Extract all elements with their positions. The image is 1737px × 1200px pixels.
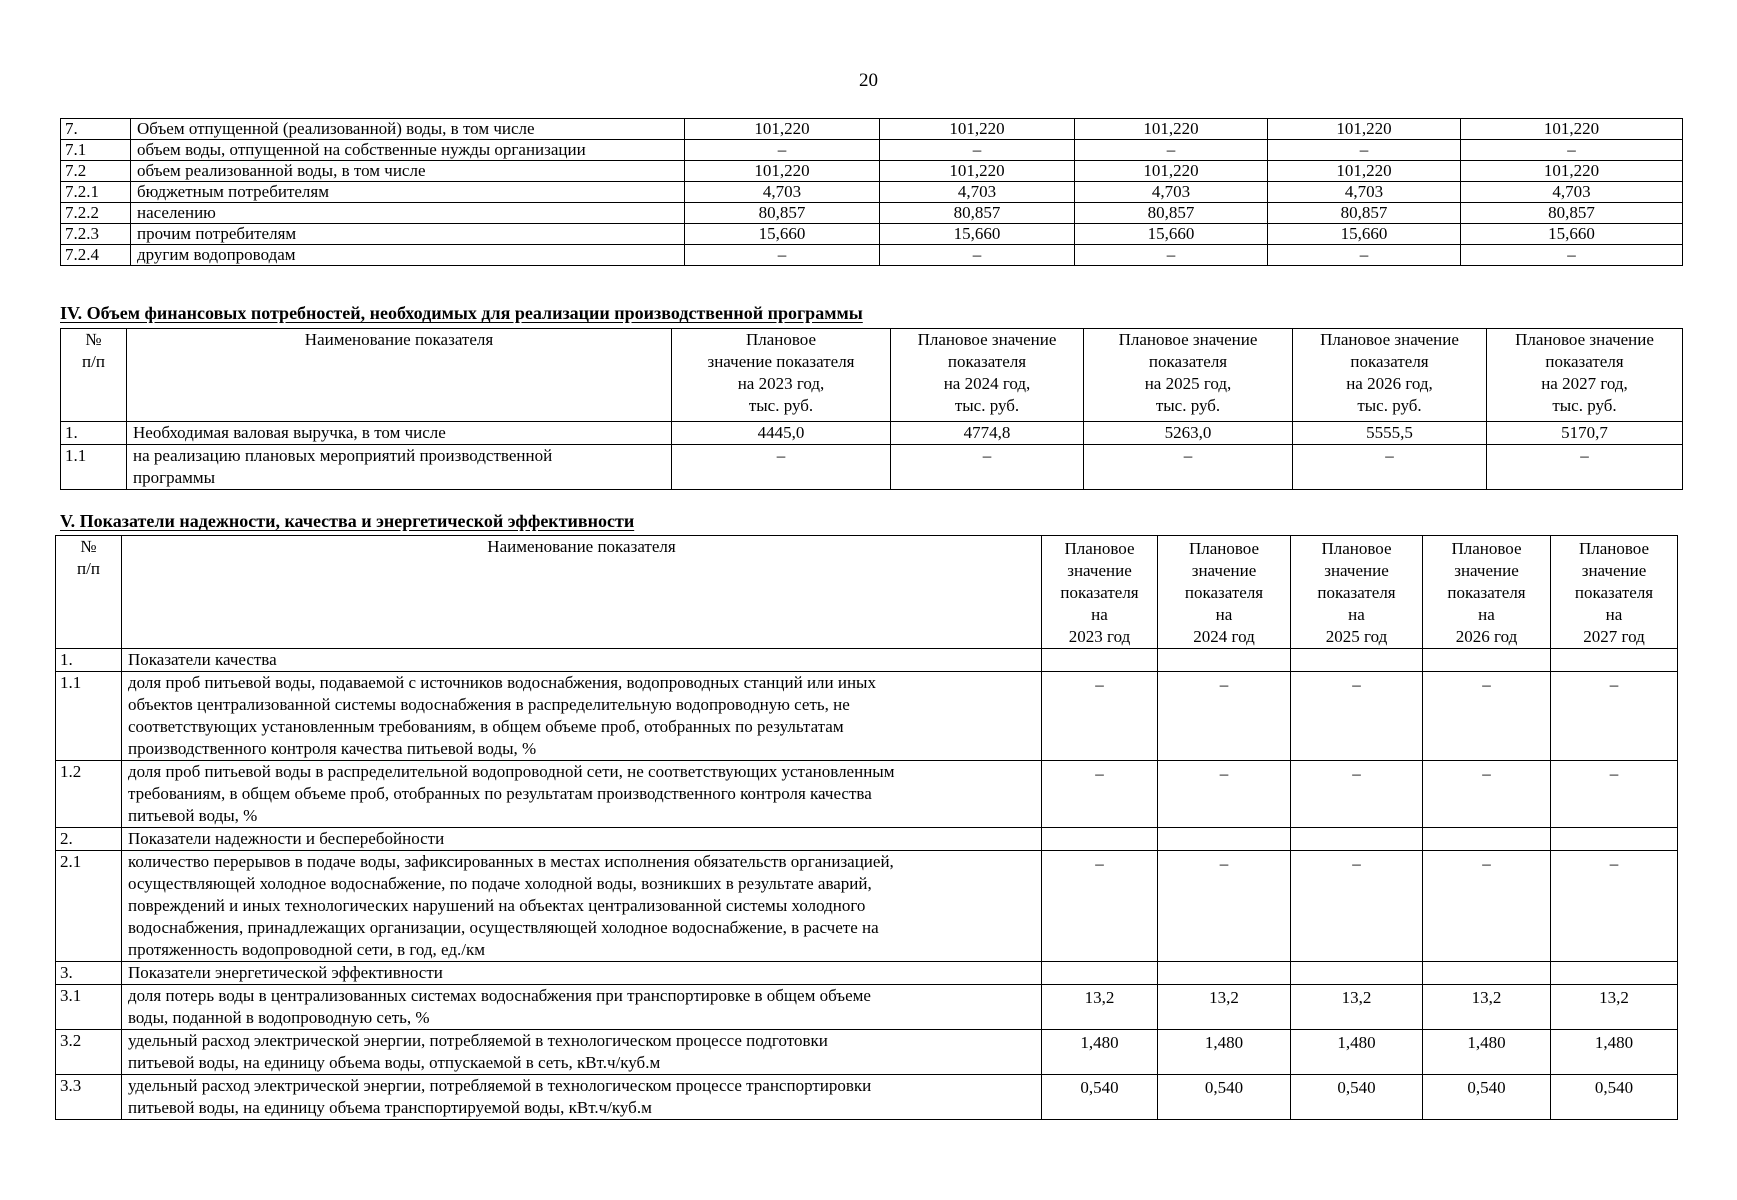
section-5-title: V. Показатели надежности, качества и энергетической эффективности	[60, 511, 635, 531]
row-number: 7.1	[61, 140, 131, 161]
row-value: 0,540	[1158, 1075, 1291, 1120]
row-value: –	[1042, 672, 1158, 761]
row-name: населению	[131, 203, 685, 224]
row-name-line: питьевой воды, на единицу объема воды, отпускаемой в сеть, кВт.ч/куб.м	[128, 1053, 661, 1072]
row-value: 80,857	[880, 203, 1075, 224]
row-number: 7.2.2	[61, 203, 131, 224]
row-value: –	[891, 445, 1084, 490]
header-line: на	[1091, 605, 1108, 624]
row-value: –	[880, 140, 1075, 161]
header-num-line: №	[85, 330, 102, 349]
row-value	[1158, 828, 1291, 851]
row-value	[1291, 649, 1423, 672]
header-line: на 2026 год,	[1346, 374, 1433, 393]
row-name	[122, 1075, 1042, 1120]
row-value: –	[1551, 672, 1678, 761]
row-value	[1423, 962, 1551, 985]
row-value: –	[1293, 445, 1487, 490]
table-row	[61, 119, 1683, 140]
header-line: Плановое	[1578, 539, 1650, 558]
row-value: 15,660	[880, 224, 1075, 245]
row-number: 3.	[56, 962, 122, 985]
header-line: Плановое значение	[1118, 330, 1258, 349]
row-value: 0,540	[1551, 1075, 1678, 1120]
row-value	[1423, 649, 1551, 672]
table-header-row	[56, 536, 1678, 649]
page-number: 20	[859, 70, 878, 91]
header-line: 2024 год	[1193, 627, 1255, 646]
row-value: 101,220	[685, 119, 880, 140]
table-row	[56, 962, 1678, 985]
header-line: Плановое значение	[1320, 330, 1459, 349]
row-name-line: водоснабжения, принадлежащих организации, осуществляющей холодное водоснабжение, в расчете на	[128, 918, 879, 937]
header-line: на 2024 год,	[943, 374, 1031, 393]
row-name-line: производственного контроля качества питьевой воды, %	[128, 739, 537, 758]
row-value: –	[1158, 851, 1291, 962]
row-number: 2.1	[56, 851, 122, 962]
row-value: 101,220	[1268, 161, 1461, 182]
header-num-line: п/п	[77, 559, 100, 578]
row-number: 7.2.1	[61, 182, 131, 203]
row-value: 5170,7	[1487, 422, 1683, 445]
header-num	[61, 329, 127, 422]
row-name-line: протяженность водопроводной сети, в год, ед./км	[128, 940, 486, 959]
row-value: 5263,0	[1084, 422, 1293, 445]
table-row	[61, 182, 1683, 203]
table-row	[56, 649, 1678, 672]
row-value: 15,660	[1075, 224, 1268, 245]
header-col-2024	[891, 329, 1084, 422]
row-value: –	[1551, 761, 1678, 828]
row-value: 1,480	[1291, 1030, 1423, 1075]
header-line: Плановое	[1451, 539, 1522, 558]
header-line: показателя	[1545, 352, 1624, 371]
header-line: 2025 год	[1325, 627, 1388, 646]
header-line: Плановое значение	[1515, 330, 1654, 349]
table-row	[56, 1075, 1678, 1120]
row-value: 0,540	[1291, 1075, 1423, 1120]
row-name-line: Показатели энергетической эффективности	[128, 963, 443, 982]
row-value	[1551, 649, 1678, 672]
row-value: 101,220	[880, 161, 1075, 182]
row-number: 7.2.4	[61, 245, 131, 266]
header-line: Плановое	[745, 330, 817, 349]
row-value: –	[1084, 445, 1293, 490]
table-row	[56, 761, 1678, 828]
row-name-line: на реализацию плановых мероприятий производственной	[133, 446, 553, 465]
row-value: –	[1042, 851, 1158, 962]
row-name-line: питьевой воды, на единицу объема транспортируемой воды, кВт.ч/куб.м	[128, 1098, 652, 1117]
row-value: –	[672, 445, 891, 490]
row-value: 4,703	[880, 182, 1075, 203]
row-value	[1158, 649, 1291, 672]
row-value: 4445,0	[672, 422, 891, 445]
row-value: –	[1423, 761, 1551, 828]
row-name: другим водопроводам	[131, 245, 685, 266]
header-line: показателя	[1350, 352, 1429, 371]
row-name: прочим потребителям	[131, 224, 685, 245]
row-name: бюджетным потребителям	[131, 182, 685, 203]
row-value: 101,220	[685, 161, 880, 182]
row-value: –	[1268, 140, 1461, 161]
row-value: 1,480	[1551, 1030, 1678, 1075]
row-name-line: количество перерывов в подаче воды, зафиксированных в местах исполнения обязательств организацией,	[128, 852, 894, 871]
header-line: Плановое	[1188, 539, 1260, 558]
row-value: 101,220	[1075, 161, 1268, 182]
row-value: 5555,5	[1293, 422, 1487, 445]
header-line: тыс. руб.	[1155, 396, 1221, 415]
row-value	[1042, 962, 1158, 985]
row-value	[1042, 828, 1158, 851]
table-row	[61, 161, 1683, 182]
row-value: 13,2	[1291, 985, 1423, 1030]
row-value: 4,703	[1461, 182, 1683, 203]
row-name-line: удельный расход электрической энергии, потребляемой в технологическом процессе подготовки	[128, 1031, 828, 1050]
header-line: Плановое	[1064, 539, 1135, 558]
row-value: 15,660	[1461, 224, 1683, 245]
header-line: показателя	[1184, 583, 1264, 602]
header-line: тыс. руб.	[954, 396, 1020, 415]
row-value: 1,480	[1423, 1030, 1551, 1075]
row-value: 101,220	[1268, 119, 1461, 140]
header-name: Наименование показателя	[127, 329, 672, 422]
header-line: показателя	[1447, 583, 1526, 602]
row-name-line: соответствующих установленным требованиям, в общем объеме проб, отобранных по результатам	[128, 717, 844, 736]
row-name-line: Показатели надежности и бесперебойности	[128, 829, 445, 848]
row-value: 15,660	[685, 224, 880, 245]
row-value: 4,703	[1268, 182, 1461, 203]
header-col-2023	[1042, 536, 1158, 649]
table-row	[56, 985, 1678, 1030]
table-row	[56, 828, 1678, 851]
row-number: 1.	[61, 422, 127, 445]
header-line: показателя	[1060, 583, 1139, 602]
header-col-2027	[1487, 329, 1683, 422]
row-value: 80,857	[1268, 203, 1461, 224]
row-number: 7.	[61, 119, 131, 140]
row-value: 101,220	[1461, 119, 1683, 140]
row-name	[122, 761, 1042, 828]
row-number: 7.2	[61, 161, 131, 182]
row-value: –	[1291, 672, 1423, 761]
row-name	[122, 851, 1042, 962]
header-line: показателя	[947, 352, 1027, 371]
row-name-line: воды, поданной в водопроводную сеть, %	[128, 1008, 430, 1027]
row-name-line: программы	[133, 468, 216, 487]
row-value	[1042, 649, 1158, 672]
row-number: 3.2	[56, 1030, 122, 1075]
table-row	[61, 445, 1683, 490]
row-name-line: требованиям, в общем объеме проб, отобранных по результатам производственного контроля качества	[128, 784, 872, 803]
row-number: 7.2.3	[61, 224, 131, 245]
row-name-line: удельный расход электрической энергии, потребляемой в технологическом процессе транспортировки	[128, 1076, 872, 1095]
row-value: –	[1075, 245, 1268, 266]
row-value: –	[1461, 245, 1683, 266]
row-value: –	[1268, 245, 1461, 266]
header-num-line: №	[80, 537, 97, 556]
row-number: 3.1	[56, 985, 122, 1030]
header-col-2026	[1423, 536, 1551, 649]
row-value: 101,220	[880, 119, 1075, 140]
row-value: –	[1487, 445, 1683, 490]
header-col-2025	[1291, 536, 1423, 649]
row-value	[1291, 828, 1423, 851]
row-value: –	[685, 245, 880, 266]
row-value: 80,857	[1075, 203, 1268, 224]
table-header-row	[61, 329, 1683, 422]
header-line: 2026 год	[1455, 627, 1518, 646]
row-name: Объем отпущенной (реализованной) воды, в том числе	[131, 119, 685, 140]
row-name-line: объектов централизованной системы водоснабжения в распределительную водопроводную сеть, не	[128, 695, 850, 714]
row-name-line: повреждений и иных технологических нарушений на объектах централизованной системы холодного	[128, 896, 866, 915]
row-value: –	[1423, 672, 1551, 761]
row-name-line: Необходимая валовая выручка, в том числе	[133, 423, 446, 442]
header-line: показателя	[1148, 352, 1228, 371]
table-row	[61, 245, 1683, 266]
header-line: на	[1215, 605, 1233, 624]
row-name	[122, 962, 1042, 985]
header-line: на 2023 год,	[737, 374, 825, 393]
row-value: –	[1551, 851, 1678, 962]
row-value: 1,480	[1158, 1030, 1291, 1075]
row-value: 15,660	[1268, 224, 1461, 245]
row-value	[1423, 828, 1551, 851]
header-line: тыс. руб.	[1552, 396, 1617, 415]
header-line: показателя	[1317, 583, 1396, 602]
row-value: 0,540	[1423, 1075, 1551, 1120]
header-line: значение	[1454, 561, 1519, 580]
row-name-line: доля проб питьевой воды, подаваемой с источников водоснабжения, водопроводных станций или иных	[128, 673, 876, 692]
row-name	[127, 445, 672, 490]
row-value: 1,480	[1042, 1030, 1158, 1075]
header-line: 2027 год	[1583, 627, 1645, 646]
row-value	[1291, 962, 1423, 985]
header-col-2023	[672, 329, 891, 422]
header-line: тыс. руб.	[748, 396, 814, 415]
row-number: 1.1	[56, 672, 122, 761]
header-line: значение	[1581, 561, 1647, 580]
row-value	[1551, 962, 1678, 985]
reliability-quality-table	[55, 535, 1678, 1120]
header-num-line: п/п	[82, 352, 105, 371]
row-name-line: доля проб питьевой воды в распределительной водопроводной сети, не соответствующих установленным	[128, 762, 895, 781]
header-line: значение	[1324, 561, 1389, 580]
header-col-2027	[1551, 536, 1678, 649]
row-value: –	[1042, 761, 1158, 828]
row-name: объем воды, отпущенной на собственные нужды организации	[131, 140, 685, 161]
row-value: 4,703	[685, 182, 880, 203]
table-row	[56, 672, 1678, 761]
row-number: 1.	[56, 649, 122, 672]
row-value: –	[1158, 672, 1291, 761]
row-name	[122, 828, 1042, 851]
header-col-2024	[1158, 536, 1291, 649]
row-value: –	[1423, 851, 1551, 962]
row-name-line: питьевой воды, %	[128, 806, 258, 825]
row-name	[122, 985, 1042, 1030]
row-value: –	[1291, 851, 1423, 962]
header-line: значение	[1067, 561, 1132, 580]
table-row	[56, 851, 1678, 962]
row-number: 2.	[56, 828, 122, 851]
row-name: объем реализованной воды, в том числе	[131, 161, 685, 182]
row-value: 80,857	[685, 203, 880, 224]
header-num	[56, 536, 122, 649]
row-value: 13,2	[1551, 985, 1678, 1030]
header-line: Плановое	[1321, 539, 1392, 558]
row-name	[122, 672, 1042, 761]
header-line: Плановое значение	[917, 330, 1057, 349]
row-value: 0,540	[1042, 1075, 1158, 1120]
header-line: на 2025 год,	[1144, 374, 1232, 393]
table-row	[61, 422, 1683, 445]
row-value: 13,2	[1158, 985, 1291, 1030]
row-name	[122, 649, 1042, 672]
section-4-title: IV. Объем финансовых потребностей, необходимых для реализации производственной программы	[60, 303, 863, 323]
header-name: Наименование показателя	[122, 536, 1042, 649]
header-line: значение показателя	[707, 352, 855, 371]
header-line: на	[1348, 605, 1365, 624]
row-value: –	[880, 245, 1075, 266]
row-value: 4774,8	[891, 422, 1084, 445]
header-col-2025	[1084, 329, 1293, 422]
row-value: –	[1461, 140, 1683, 161]
header-line: 2023 год	[1068, 627, 1131, 646]
row-number: 3.3	[56, 1075, 122, 1120]
table-row	[61, 140, 1683, 161]
row-value: 80,857	[1461, 203, 1683, 224]
row-value: –	[685, 140, 880, 161]
header-line: на	[1605, 605, 1623, 624]
row-number: 1.1	[61, 445, 127, 490]
table-row	[56, 1030, 1678, 1075]
row-name	[122, 1030, 1042, 1075]
header-line: на	[1478, 605, 1495, 624]
row-value: –	[1075, 140, 1268, 161]
header-line: значение	[1191, 561, 1257, 580]
row-value: –	[1158, 761, 1291, 828]
row-name	[127, 422, 672, 445]
row-value: 13,2	[1423, 985, 1551, 1030]
header-line: тыс. руб.	[1357, 396, 1422, 415]
water-volume-table	[60, 118, 1683, 266]
row-name-line: осуществляющей холодное водоснабжение, по подаче холодной воды, возникших в результате аварий,	[128, 874, 872, 893]
row-number: 1.2	[56, 761, 122, 828]
table-row	[61, 224, 1683, 245]
row-value: 13,2	[1042, 985, 1158, 1030]
header-col-2026	[1293, 329, 1487, 422]
row-value: 101,220	[1461, 161, 1683, 182]
header-line: на 2027 год,	[1541, 374, 1628, 393]
row-value: 4,703	[1075, 182, 1268, 203]
table-row	[61, 203, 1683, 224]
financial-needs-table	[60, 328, 1683, 490]
row-value: 101,220	[1075, 119, 1268, 140]
row-value	[1158, 962, 1291, 985]
row-value: –	[1291, 761, 1423, 828]
header-line: показателя	[1574, 583, 1654, 602]
row-value	[1551, 828, 1678, 851]
row-name-line: доля потерь воды в централизованных системах водоснабжения при транспортировке в общем объеме	[128, 986, 871, 1005]
row-name-line: Показатели качества	[128, 650, 277, 669]
